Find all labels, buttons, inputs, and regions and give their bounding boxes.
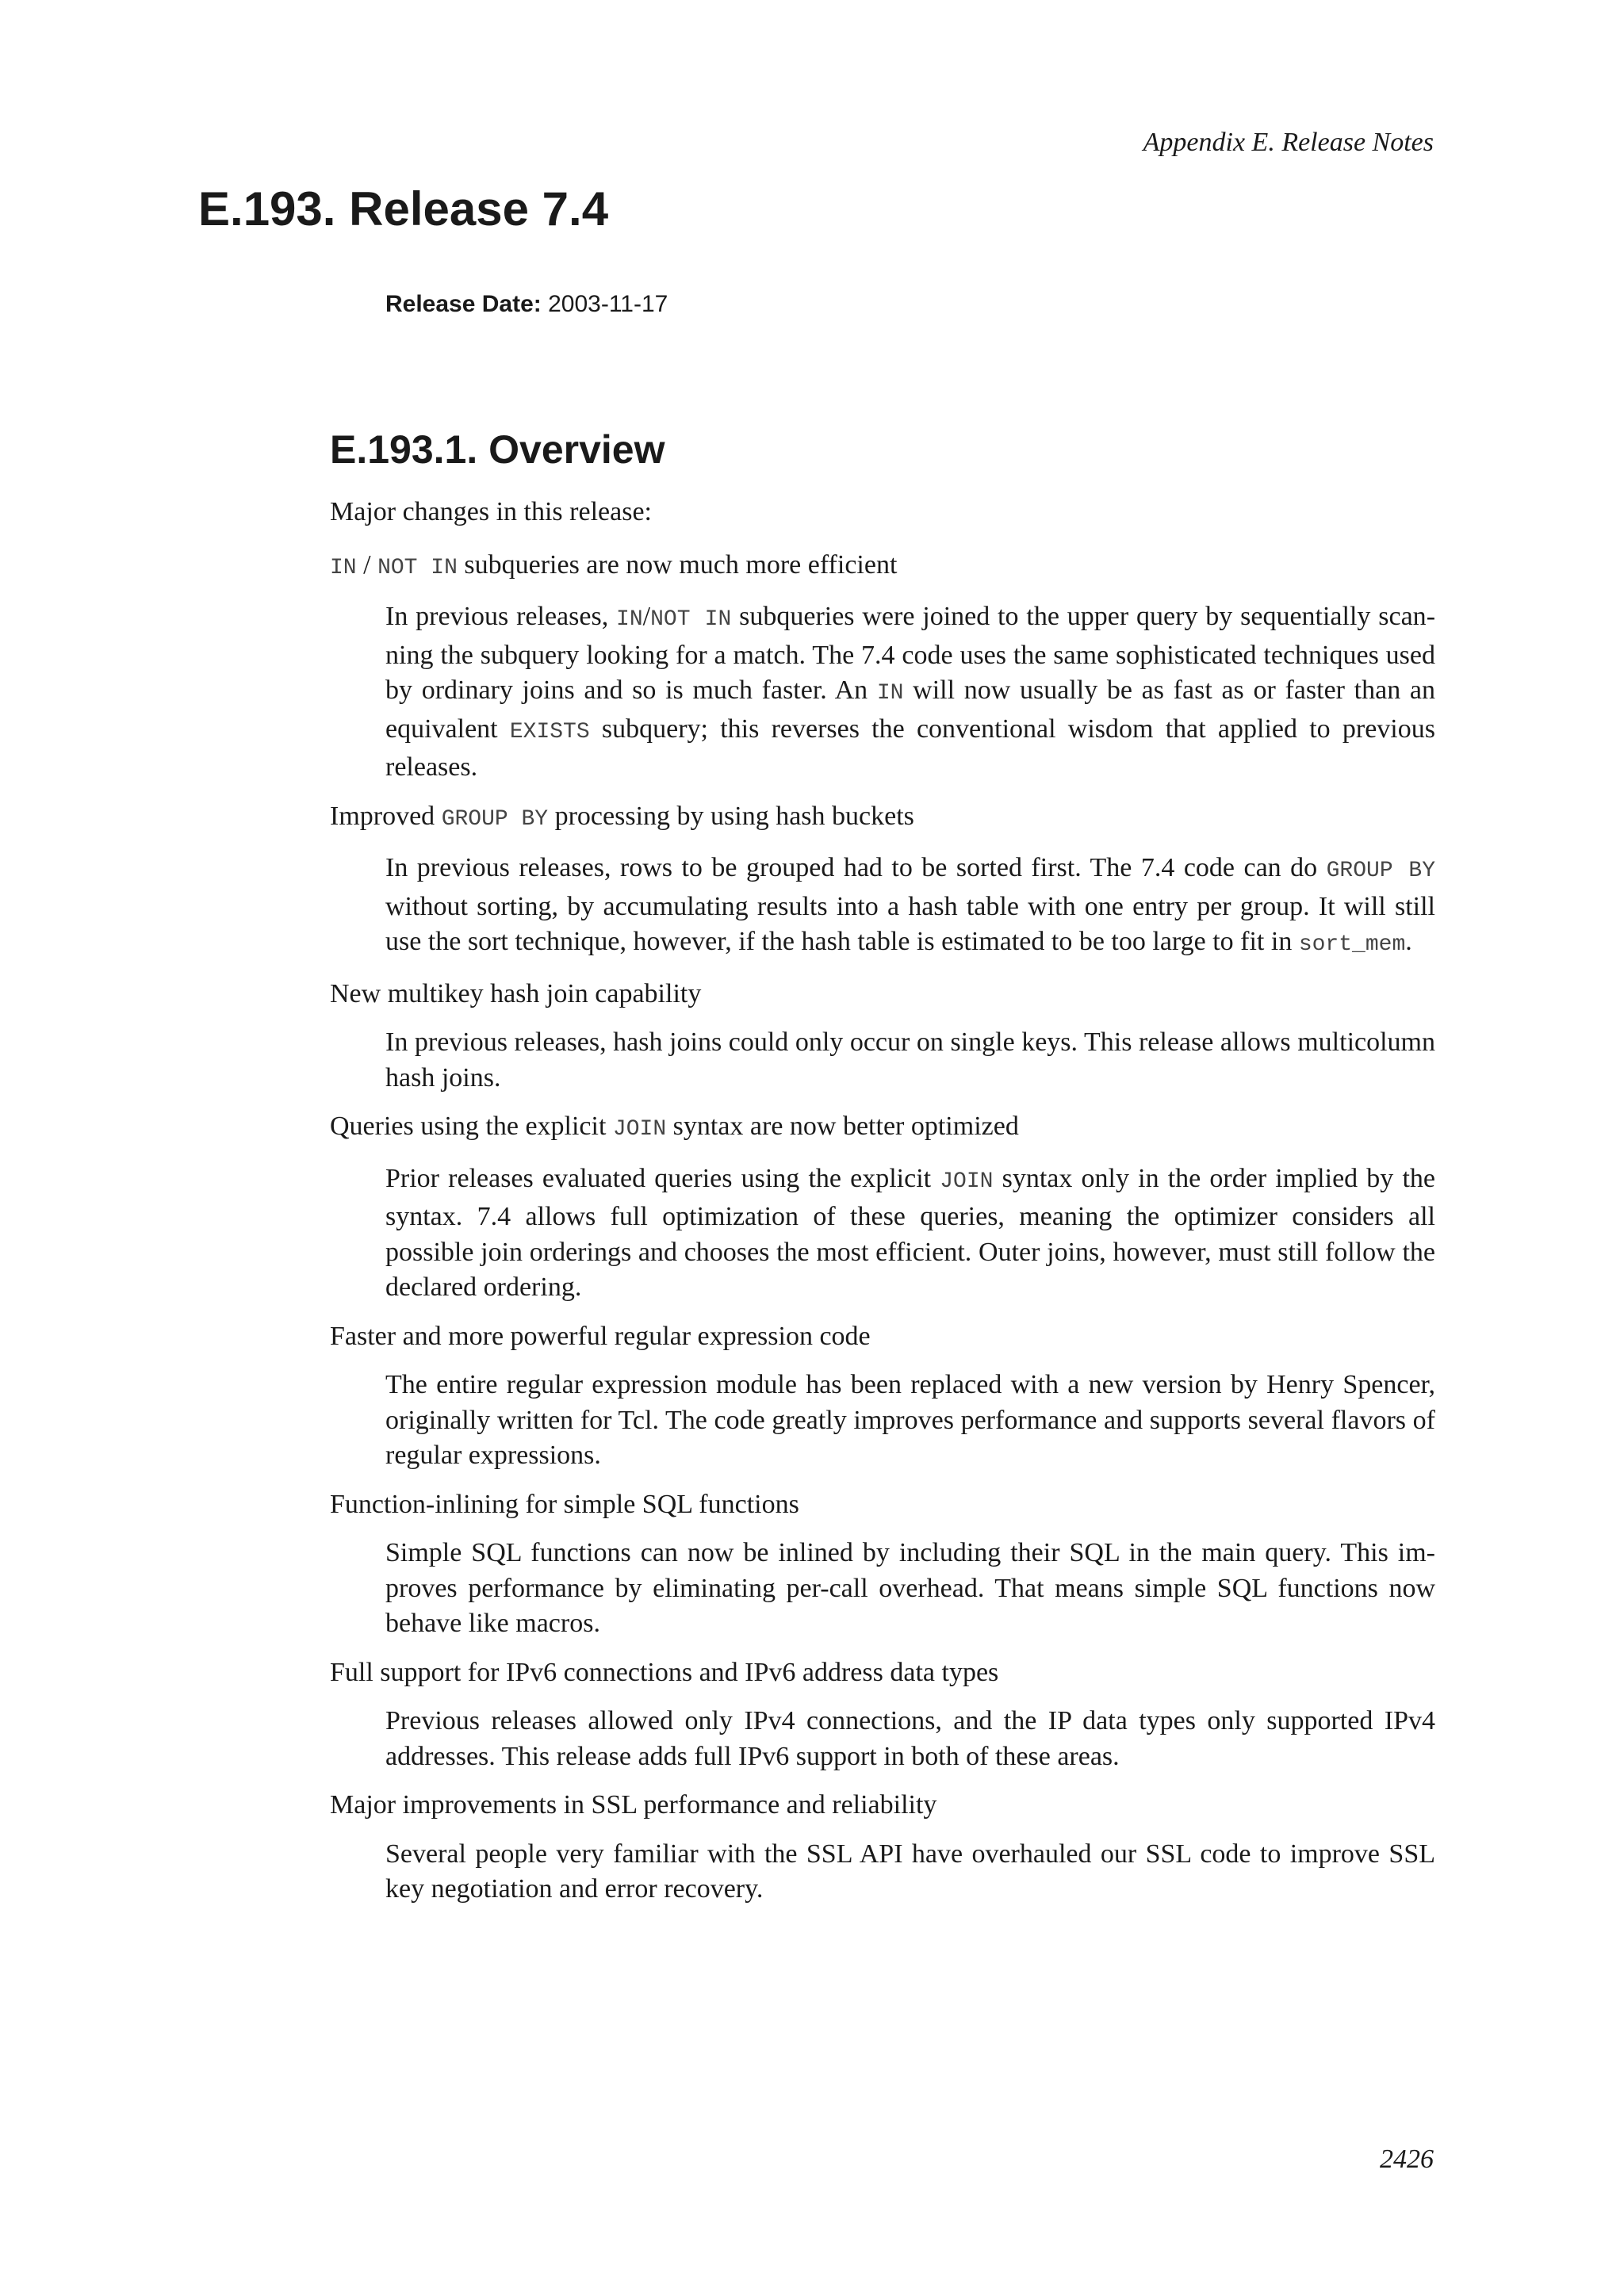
entry-term-in-subqueries — [330, 548, 1435, 587]
desc-text: / — [642, 602, 651, 631]
entry-desc-multikey-hash-join — [385, 1025, 1435, 1096]
code-group-by: GROUP BY — [441, 806, 549, 832]
entry-desc-function-inlining — [385, 1536, 1435, 1642]
desc-text: Prior releases evaluated queries using the explicit — [385, 1163, 940, 1193]
section-intro: Major changes in this release: — [330, 497, 652, 526]
code-exists: EXISTS — [509, 719, 590, 744]
change-list — [330, 548, 1435, 1908]
entry-term-multikey-hash-join — [330, 977, 1435, 1012]
page-number: 2426 — [1380, 2145, 1434, 2174]
desc-text: syntax only in the order implied by the syntax. 7.4 allows full optimization of these queries, meaning the optimizer considers all possible join orderings and chooses the most efficient. Outer joins, however, must still follow the declared ordering. — [385, 1163, 1435, 1302]
code-not-in: NOT IN — [650, 607, 732, 632]
entry-desc-in-subqueries — [385, 599, 1435, 786]
term-text: subqueries are now much more efficient — [457, 549, 898, 580]
code-in: IN — [876, 681, 904, 706]
desc-text: Simple SQL functions can now be inlined by including their SQL in the main query. This improves performance by eliminating per-call overhead. That means simple SQL functions now behave like macros. — [385, 1538, 1435, 1638]
code-group-by: GROUP BY — [1326, 859, 1435, 883]
code-join: JOIN — [940, 1169, 994, 1194]
term-text: processing by using hash buckets — [548, 801, 914, 831]
desc-text: In previous releases, rows to be grouped had to be sorted first. The 7.4 code can do — [385, 853, 1327, 882]
desc-text: . — [1405, 927, 1412, 956]
term-text: New multikey hash join capability — [330, 978, 702, 1008]
term-text: Function-inlining for simple SQL functions — [330, 1489, 799, 1519]
entry-desc-regex — [385, 1368, 1435, 1474]
code-in: IN — [616, 607, 643, 632]
overview-section — [330, 425, 1435, 1921]
running-header: Appendix E. Release Notes — [1143, 128, 1434, 157]
term-text: Full support for IPv6 connections and IPv6 address data types — [330, 1657, 999, 1687]
desc-text: In previous releases, hash joins could only occur on single keys. This release allows multicolumn hash joins. — [385, 1027, 1435, 1093]
term-text: syntax are now better optimized — [666, 1112, 1019, 1141]
desc-text: Previous releases allowed only IPv4 connections, and the IP data types only supported IPv4 addresses. This release adds full IPv6 support in both of these areas. — [385, 1706, 1435, 1771]
entry-desc-group-by — [385, 851, 1435, 963]
release-date — [385, 289, 668, 320]
term-text: Improved — [330, 801, 442, 831]
release-date-label: Release Date: — [385, 291, 542, 317]
entry-term-group-by — [330, 799, 1435, 838]
entry-term-regex — [330, 1319, 1435, 1355]
term-text: Faster and more powerful regular expression code — [330, 1321, 871, 1351]
desc-text: The entire regular expression module has been replaced with a new version by Henry Spencer, originally written for Tcl. The code greatly improves performance and supports several flavors of regular expressions. — [385, 1370, 1435, 1470]
entry-desc-join-syntax — [385, 1161, 1435, 1306]
desc-text: In previous releases, — [385, 602, 617, 631]
entry-term-ipv6 — [330, 1655, 1435, 1691]
entry-term-join-syntax — [330, 1109, 1435, 1148]
desc-text: Several people very familiar with the SSL API have overhauled our SSL code to improve SSL key negotiation and error recovery. — [385, 1839, 1435, 1904]
code-not-in: NOT IN — [377, 555, 458, 580]
desc-text: subqueries were joined to the upper query by sequentially scanning the subquery looking for a match. The 7.4 code uses the same sophisticated techniques used by ordinary joins and so is much faster. An — [385, 602, 1436, 705]
code-in: IN — [330, 555, 357, 580]
section-title: E.193.1. Overview — [330, 427, 665, 472]
release-date-value: 2003-11-17 — [548, 291, 668, 317]
entry-term-function-inlining — [330, 1487, 1435, 1523]
entry-desc-ssl — [385, 1837, 1435, 1908]
term-text: Queries using the explicit — [330, 1112, 613, 1141]
entry-term-ssl — [330, 1788, 1435, 1823]
desc-text: subquery; this reverses the conventional wisdom that applied to previous releases. — [385, 714, 1435, 782]
code-sort-mem: sort_mem — [1298, 932, 1406, 957]
code-join: JOIN — [612, 1117, 667, 1142]
chapter-title: E.193. Release 7.4 — [198, 182, 609, 235]
entry-desc-ipv6 — [385, 1704, 1435, 1774]
desc-text: without sorting, by accumulating results into a hash table with one entry per group. It will still use the sort technique, however, if the hash table is estimated to be too large to fit in — [385, 891, 1435, 956]
term-text: / — [356, 549, 378, 580]
desc-text: will now usually be as fast as or faster than an equivalent — [385, 675, 1435, 744]
term-text: Major improvements in SSL performance and reliability — [330, 1790, 937, 1820]
